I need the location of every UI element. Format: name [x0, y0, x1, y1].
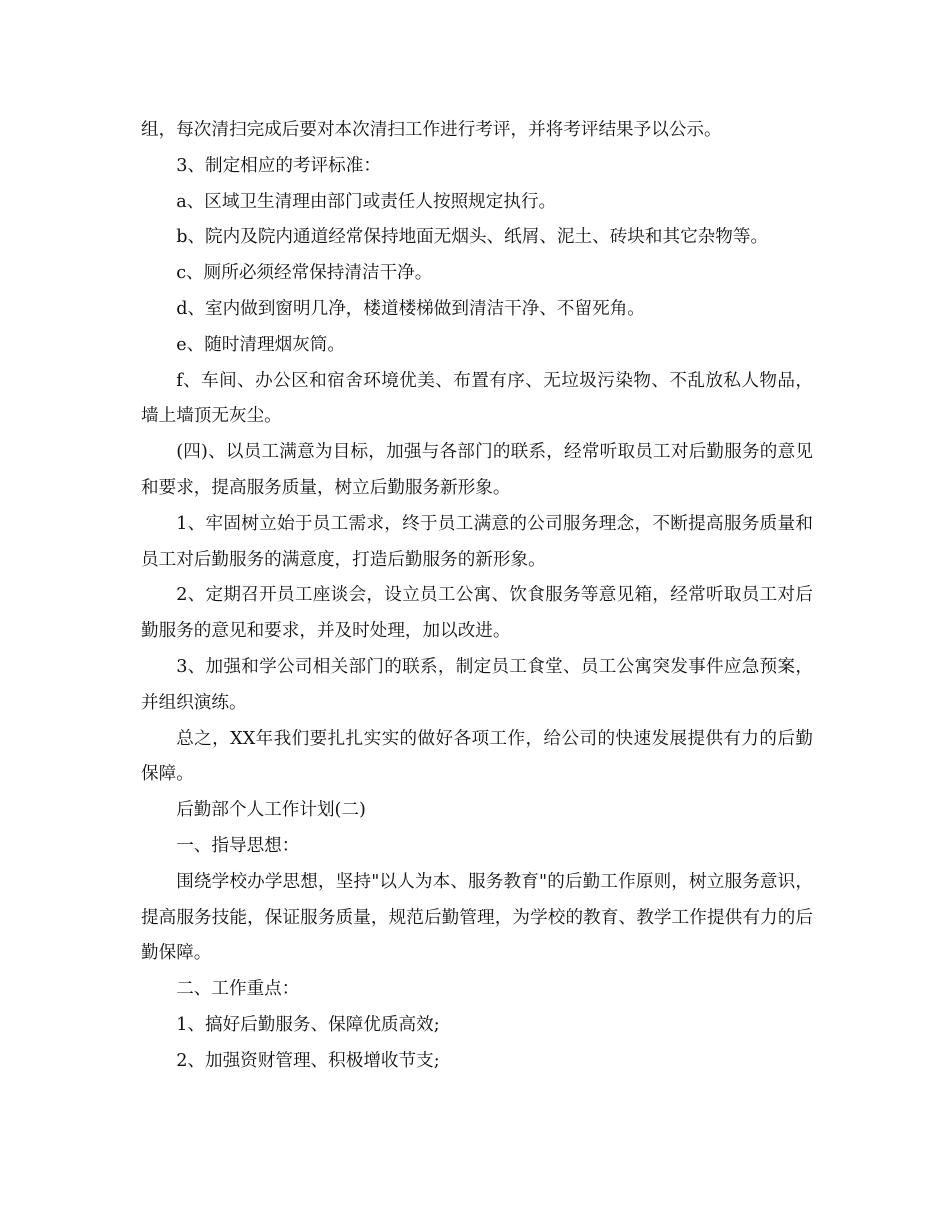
paragraph-focus-2: 2、加强资财管理、积极增收节支; — [176, 1050, 440, 1071]
paragraph-item-d: d、室内做到窗明几净，楼道楼梯做到清洁干净、不留死角。 — [176, 298, 645, 319]
paragraph-point-1: 1、牢固树立始于员工需求，终于员工满意的公司服务理念，不断提高服务质量和员工对后勤服务的满意度，打造后勤服务的新形象。 — [141, 513, 813, 570]
document-body — [141, 113, 813, 1080]
paragraph-point-3: 3、加强和学公司相关部门的联系，制定员工食堂、员工公寓突发事件应急预案，并组织演练。 — [141, 656, 813, 713]
paragraph-item-b: b、院内及院内通道经常保持地面无烟头、纸屑、泥土、砖块和其它杂物等。 — [176, 227, 769, 248]
heading-work-focus: 二、工作重点： — [176, 979, 300, 1000]
paragraph-guiding-thought: 围绕学校办学思想，坚持"以人为本、服务教育"的后勤工作原则，树立服务意识，提高服务技能，保证服务质量，规范后勤管理，为学校的教育、教学工作提供有力的后勤保障。 — [141, 871, 813, 964]
paragraph-section-four: (四)、以员工满意为目标，加强与各部门的联系，经常听取员工对后勤服务的意见和要求，提高服务质量，树立后勤服务新形象。 — [141, 442, 813, 498]
paragraph-item-e: e、随时清理烟灰筒。 — [176, 334, 345, 355]
heading-guiding-thought: 一、指导思想： — [176, 835, 300, 856]
paragraph-standards-heading: 3、制定相应的考评标准： — [176, 155, 381, 176]
plan-two-title: 后勤部个人工作计划(二) — [176, 800, 366, 821]
paragraph-continuation: 组，每次清扫完成后要对本次清扫工作进行考评，并将考评结果予以公示。 — [141, 120, 722, 140]
paragraph-point-2: 2、定期召开员工座谈会，设立员工公寓、饮食服务等意见箱，经常听取员工对后勤服务的意见和要求，并及时处理，加以改进。 — [141, 585, 813, 642]
paragraph-summary: 总之，XX年我们要扎扎实实的做好各项工作，给公司的快速发展提供有力的后勤保障。 — [141, 728, 813, 785]
paragraph-item-c: c、厕所必须经常保持清洁干净。 — [176, 263, 433, 284]
paragraph-focus-1: 1、搞好后勤服务、保障优质高效; — [176, 1014, 440, 1035]
paragraph-item-a: a、区域卫生清理由部门或责任人按照规定执行。 — [176, 191, 557, 212]
paragraph-item-f: f、车间、办公区和宿舍环境优美、布置有序、无垃圾污染物、不乱放私人物品，墙上墙顶无灰尘。 — [141, 370, 813, 427]
